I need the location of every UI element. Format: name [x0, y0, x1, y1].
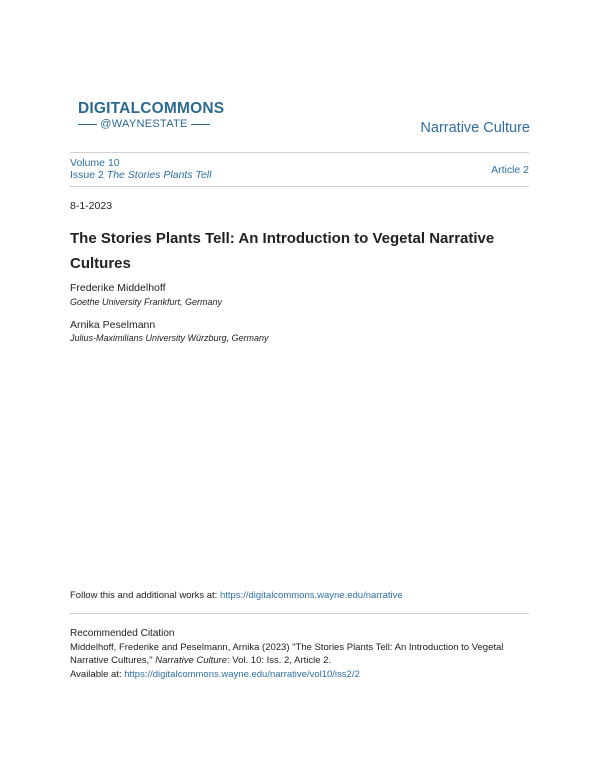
article-link[interactable]: Article 2: [491, 164, 529, 176]
citation-text: [70, 641, 530, 667]
divider-mid: [70, 186, 529, 187]
follow-line: [70, 590, 403, 601]
citation-prefix: Middelhoff, Frederike and Peselmann, Arnika (2023) "The Stories Plants Tell: An Introduction to Vegetal Narrative Cultures,": [70, 642, 504, 666]
divider-bottom: [70, 613, 529, 614]
logo-top-text: DIGITALCOMMONS: [78, 100, 225, 117]
recommended-citation-heading: Recommended Citation: [70, 628, 175, 639]
follow-text: Follow this and additional works at:: [70, 590, 220, 601]
issue-link[interactable]: [70, 169, 211, 181]
divider-top: [70, 152, 529, 153]
available-label: Available at:: [70, 669, 125, 680]
citation-suffix: : Vol. 10: Iss. 2, Article 2.: [227, 655, 332, 666]
logo-bottom: [78, 118, 210, 130]
issue-title: The Stories Plants Tell: [106, 169, 212, 181]
publication-date: 8-1-2023: [70, 200, 113, 212]
citation-journal: Narrative Culture: [155, 655, 228, 666]
volume-link[interactable]: Volume 10: [70, 157, 120, 169]
journal-name-link[interactable]: Narrative Culture: [420, 120, 530, 136]
author-affiliation: Julius-Maximilians University Würzburg, Germany: [70, 333, 269, 343]
logo-rule-left: [78, 124, 97, 125]
author-name: Frederike Middelhoff: [70, 282, 166, 294]
follow-link[interactable]: https://digitalcommons.wayne.edu/narrative: [219, 590, 403, 601]
author-affiliation: Goethe University Frankfurt, Germany: [70, 297, 223, 307]
available-link[interactable]: https://digitalcommons.wayne.edu/narrative/vol10/iss2/2: [124, 669, 360, 680]
logo-bottom-text: @WAYNESTATE: [100, 118, 188, 130]
issue-label: Issue 2: [70, 169, 104, 181]
author-name: Arnika Peselmann: [70, 319, 156, 331]
logo-rule-right: [191, 124, 210, 125]
article-title: The Stories Plants Tell: An Introduction to Vegetal Narrative Cultures: [70, 230, 495, 272]
available-at-line: [70, 669, 360, 680]
